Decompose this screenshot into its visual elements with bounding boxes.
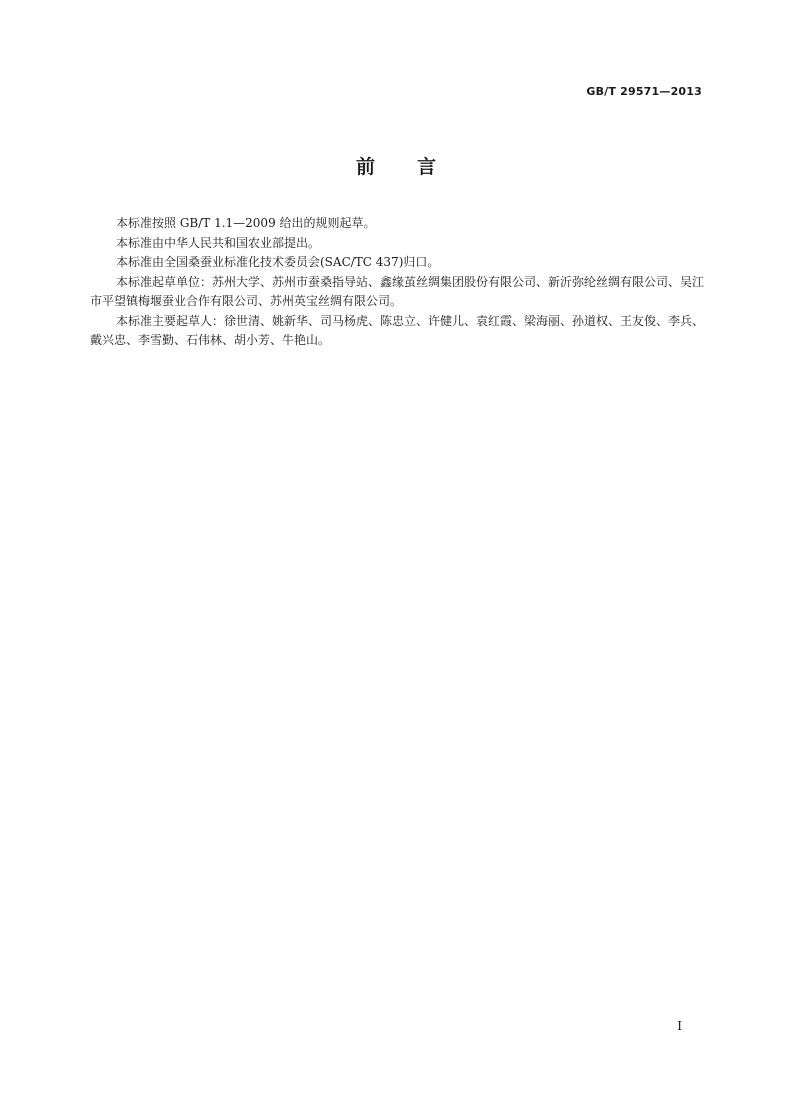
paragraph-drafting-units: 本标准起草单位：苏州大学、苏州市蚕桑指导站、鑫缘茧丝绸集团股份有限公司、新沂弥纶丝绸有限公司、吴江市平望镇梅堰蚕业合作有限公司、苏州英宝丝绸有限公司。: [90, 274, 705, 308]
paragraph-main-drafters: 本标准主要起草人：徐世清、姚新华、司马杨虎、陈忠立、许健儿、袁红霞、梁海丽、孙道权、王友俊、李兵、戴兴忠、李雪勤、石伟林、胡小芳、牛艳山。: [90, 313, 705, 347]
paragraph-drafting-rules: 本标准按照 GB/T 1.1—2009 给出的规则起草。: [116, 216, 376, 230]
page-title: [0, 152, 792, 179]
standard-code: GB/T 29571—2013: [586, 85, 702, 98]
page-title-char-1: 前: [355, 156, 375, 178]
page-number: I: [677, 1019, 682, 1033]
foreword-body: [90, 214, 704, 351]
page-title-char-2: 言: [417, 156, 437, 178]
paragraph-proposer: 本标准由中华人民共和国农业部提出。: [116, 235, 321, 250]
paragraph-centralized-by: 本标准由全国桑蚕业标准化技术委员会(SAC/TC 437)归口。: [116, 255, 440, 269]
